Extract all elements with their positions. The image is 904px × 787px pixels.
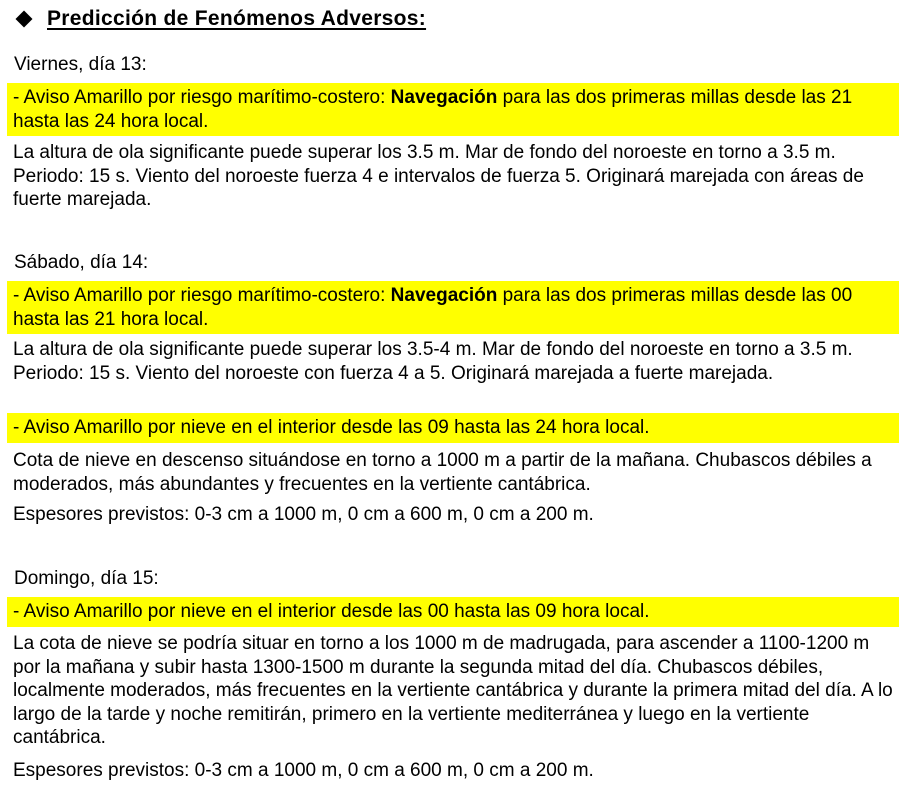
warning-banner-nieve-sabado bbox=[7, 413, 899, 443]
description-sabado-espesores: Espesores previstos: 0-3 cm a 1000 m, 0 cm a 600 m, 0 cm a 200 m. bbox=[13, 504, 594, 525]
warning-banner-nieve-domingo bbox=[7, 597, 899, 627]
warning-text-bold: Navegación bbox=[390, 285, 498, 306]
warning-text: - Aviso Amarillo por nieve en el interior desde las 00 hasta las 09 hora local. bbox=[13, 601, 650, 622]
page-title: Predicción de Fenómenos Adversos: bbox=[47, 7, 427, 31]
warning-text-bold: Navegación bbox=[390, 87, 498, 108]
warning-text-prefix: - Aviso Amarillo por riesgo marítimo-costero: bbox=[13, 87, 391, 108]
warning-text-prefix: - Aviso Amarillo por riesgo marítimo-costero: bbox=[13, 285, 391, 306]
section-header bbox=[14, 5, 426, 33]
description-sabado-oleaje: La altura de ola significante puede superar los 3.5-4 m. Mar de fondo del noroeste en torno a 3.5 m. Periodo: 15 s. Viento del noroeste con fuerza 4 a 5. Originará marejada a fuerte marejada. bbox=[13, 339, 853, 384]
warning-text: - Aviso Amarillo por nieve en el interior desde las 09 hasta las 24 hora local. bbox=[13, 417, 650, 438]
day-label-domingo: Domingo, día 15: bbox=[14, 568, 159, 589]
day-label-viernes: Viernes, día 13: bbox=[14, 54, 147, 75]
description-viernes-oleaje: La altura de ola significante puede superar los 3.5 m. Mar de fondo del noroeste en torno a 3.5 m. Periodo: 15 s. Viento del noroeste fuerza 4 e intervalos de fuerza 5. Originará marejada con áreas de fuerte marejada. bbox=[13, 142, 864, 210]
warning-banner-navegacion-sabado bbox=[7, 281, 899, 334]
day-label-sabado: Sábado, día 14: bbox=[14, 252, 149, 273]
warning-banner-navegacion-viernes bbox=[7, 83, 899, 136]
warning-text-suffix: para las dos primeras millas desde las 00 hasta las 21 hora local. bbox=[13, 285, 853, 330]
description-domingo-nieve: La cota de nieve se podría situar en torno a los 1000 m de madrugada, para ascender a 1100-1200 m por la mañana y subir hasta 1300-1500 m durante la segunda mitad del día. Chubascos débiles, localmente moderados, más frecuentes en la vertiente cantábrica y durante la primera mitad del día. A lo largo de la tarde y noche remitirán, primero en la vertiente mediterránea y luego en la vertiente cantábrica. bbox=[13, 633, 893, 748]
warning-text-suffix: para las dos primeras millas desde las 21 hasta las 24 hora local. bbox=[13, 87, 853, 132]
description-domingo-espesores: Espesores previstos: 0-3 cm a 1000 m, 0 cm a 600 m, 0 cm a 200 m. bbox=[13, 760, 594, 781]
diamond-bullet-icon bbox=[16, 11, 33, 28]
description-sabado-nieve: Cota de nieve en descenso situándose en torno a 1000 m a partir de la mañana. Chubascos débiles a moderados, más abundantes y frecuentes en la vertiente cantábrica. bbox=[13, 450, 872, 495]
